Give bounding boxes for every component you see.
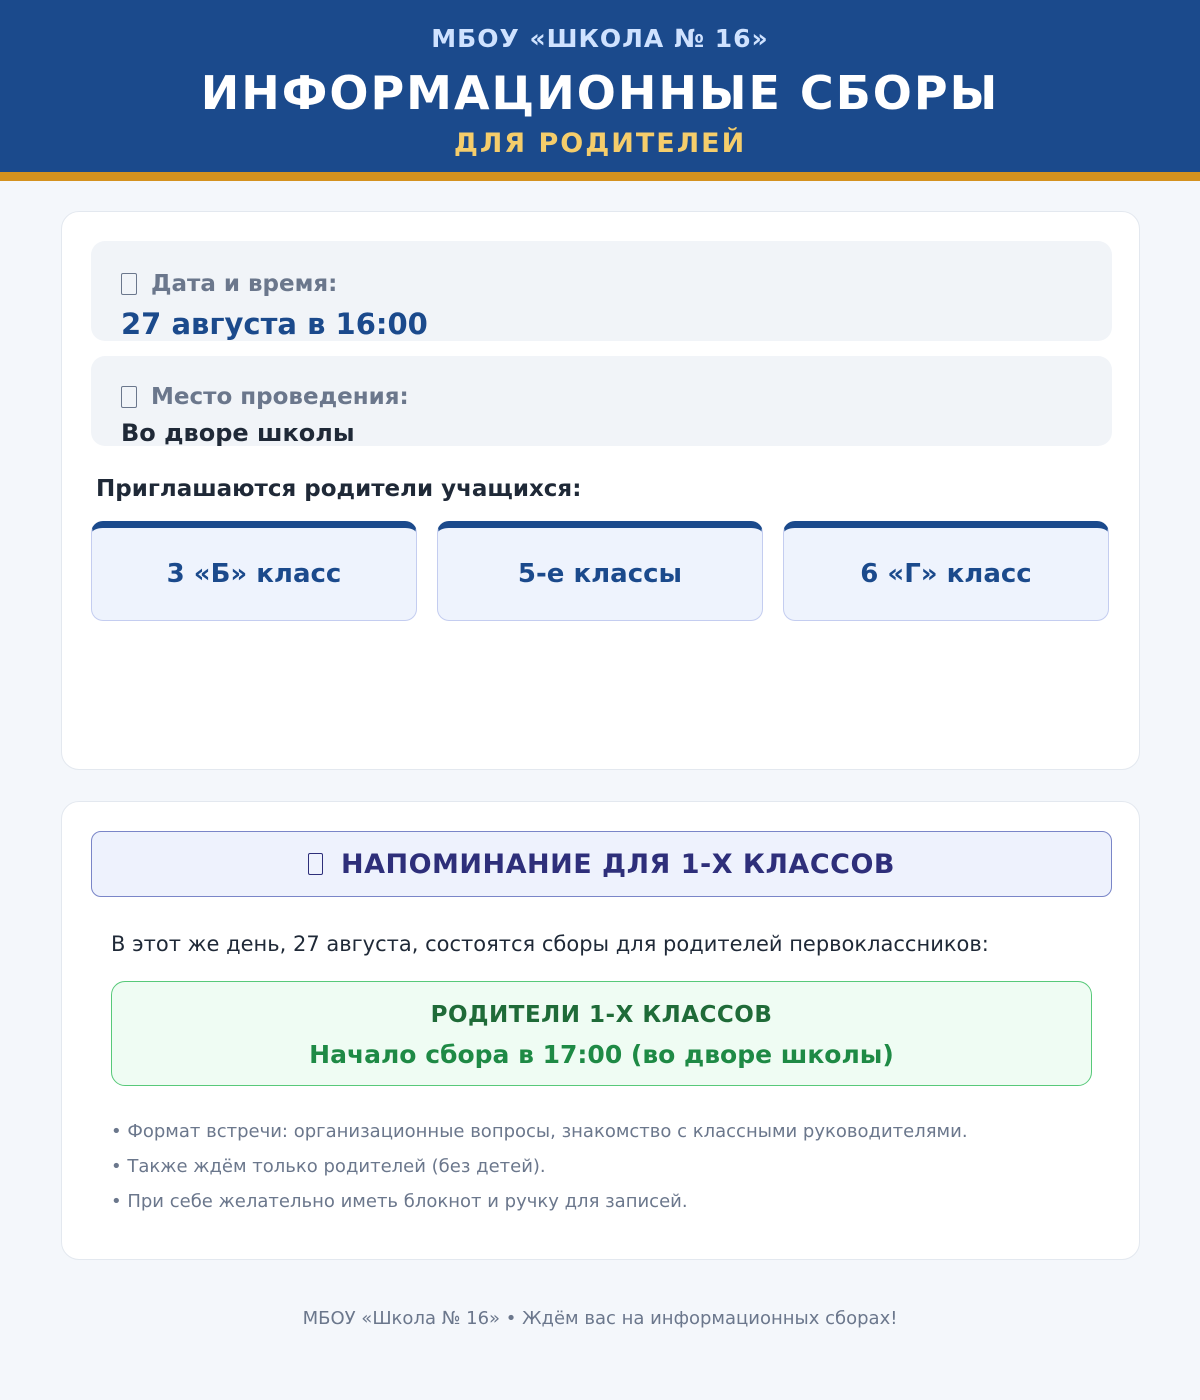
reminder-card	[61, 801, 1140, 1260]
bell-icon	[308, 853, 323, 875]
highlight-time: Начало сбора в 17:00 (во дворе школы)	[309, 1040, 894, 1069]
reminder-title: НАПОМИНАНИЕ ДЛЯ 1-Х КЛАССОВ	[341, 848, 895, 880]
class-badge: 5-е классы	[437, 521, 763, 621]
invite-label: Приглашаются родители учащихся:	[96, 476, 582, 502]
place-label: Место проведения:	[151, 384, 409, 410]
footer: МБОУ «Школа № 16» • Ждём вас на информационных сборах!	[302, 1308, 898, 1329]
date-value: 27 августа в 16:00	[121, 307, 428, 341]
notes-list	[111, 1120, 968, 1225]
highlight-title: РОДИТЕЛИ 1-Х КЛАССОВ	[430, 1002, 773, 1028]
list-item: • Формат встречи: организационные вопросы, знакомство с классными руководителями.	[111, 1121, 968, 1142]
page-title: ИНФОРМАЦИОННЫЕ СБОРЫ	[200, 66, 1000, 120]
date-label-row	[121, 271, 337, 297]
page-subtitle: ДЛЯ РОДИТЕЛЕЙ	[453, 128, 747, 159]
school-name: МБОУ «ШКОЛА № 16»	[431, 24, 769, 53]
header	[0, 0, 1200, 181]
location-icon	[121, 386, 137, 408]
reminder-intro: В этот же день, 27 августа, состоятся сборы для родителей первоклассников:	[111, 932, 989, 956]
class-badge: 6 «Г» класс	[783, 521, 1109, 621]
class-badge: 3 «Б» класс	[91, 521, 417, 621]
calendar-icon	[121, 273, 137, 295]
date-label: Дата и время:	[151, 271, 338, 297]
list-item: • Также ждём только родителей (без детей).	[111, 1156, 546, 1177]
date-box	[91, 241, 1112, 341]
first-grade-highlight	[111, 981, 1092, 1086]
reminder-banner	[91, 831, 1112, 897]
event-card	[61, 211, 1140, 770]
place-box	[91, 356, 1112, 446]
place-value: Во дворе школы	[121, 419, 355, 447]
place-label-row	[121, 384, 409, 410]
list-item: • При себе желательно иметь блокнот и ручку для записей.	[111, 1191, 688, 1212]
